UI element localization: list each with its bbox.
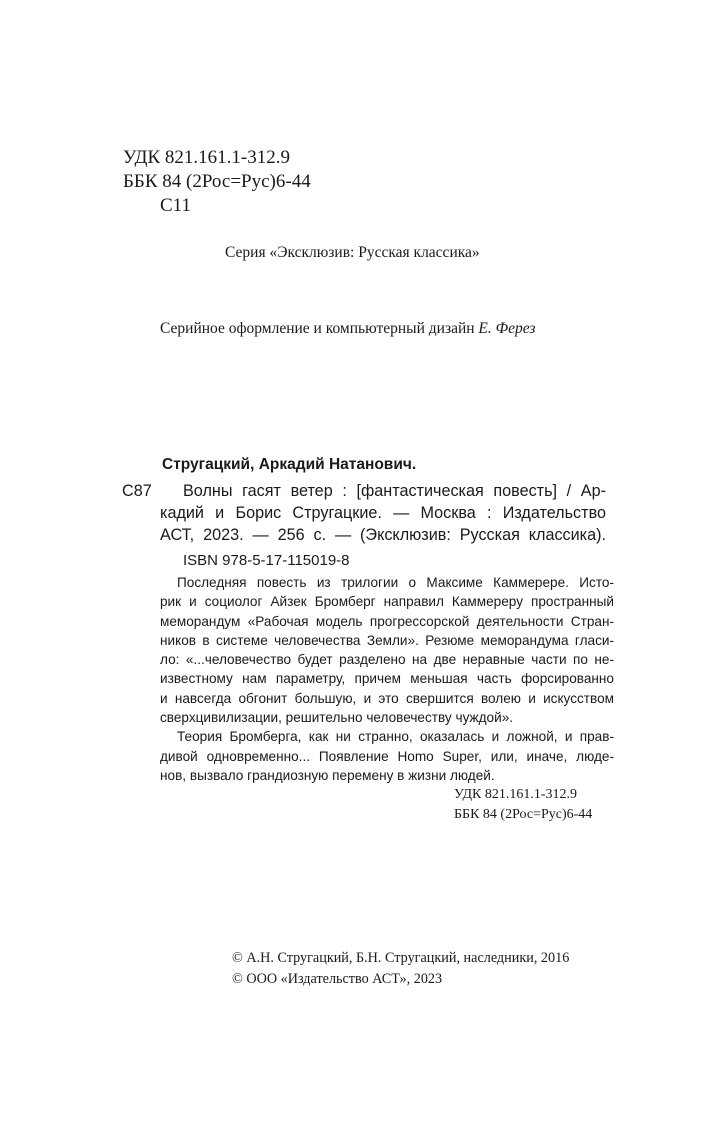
annotation-line: меморандум «Рабочая модель прогрессорской деятельности Стран- bbox=[160, 613, 614, 629]
udk-code: УДК 821.161.1-312.9 bbox=[123, 147, 290, 168]
design-credit-text: Серийное оформление и компьютерный дизайн bbox=[160, 320, 479, 337]
annotation-line: рик и социолог Айзек Бромберг направил Каммереру пространный bbox=[160, 594, 614, 610]
annotation-line: ло: «...человечество будет разделено на две неравные части по не- bbox=[160, 652, 614, 668]
entry-line: АСТ, 2023. — 256 с. — (Эксклюзив: Русская классика). bbox=[160, 526, 606, 544]
designer-name: Е. Ферез bbox=[478, 320, 536, 337]
annotation-line: Теория Бромберга, как ни странно, оказалась и ложной, и прав- bbox=[177, 729, 614, 745]
isbn: ISBN 978-5-17-115019-8 bbox=[183, 552, 350, 569]
annotation-line: нов, вызвало грандиозную перемену в жизни людей. bbox=[160, 767, 495, 783]
annotation-line: дивой одновременно... Появление Homo Super, или, иначе, люде- bbox=[160, 748, 614, 764]
annotation-line: Последняя повесть из трилогии о Максиме Каммерере. Исто- bbox=[177, 575, 614, 590]
annotation-line: и навсегда обгонит большую, и это свершится волею и искусством bbox=[160, 690, 614, 706]
entry-line: Волны гасят ветер : [фантастическая повесть] / Ар- bbox=[183, 482, 606, 500]
annotation-line: сверхцивилизации, решительно человечеству чуждой». bbox=[160, 710, 514, 726]
entry-author: Стругацкий, Аркадий Натанович. bbox=[162, 456, 417, 473]
entry-mark: С87 bbox=[122, 482, 152, 500]
bottom-bbk-code: ББК 84 (2Рос=Рус)6-44 bbox=[454, 807, 593, 822]
series-line: Серия «Эксклюзив: Русская классика» bbox=[225, 244, 480, 261]
design-credit bbox=[160, 320, 535, 338]
bottom-udk-code: УДК 821.161.1-312.9 bbox=[454, 787, 578, 802]
entry-description bbox=[160, 480, 606, 546]
copyright-publisher: © ООО «Издательство АСТ», 2023 bbox=[232, 971, 443, 987]
entry-line: кадий и Борис Стругацкие. — Москва : Издательство bbox=[160, 504, 606, 522]
annotation bbox=[160, 573, 614, 785]
copyright-authors: © А.Н. Стругацкий, Б.Н. Стругацкий, наследники, 2016 bbox=[232, 950, 570, 966]
annotation-line: ников в системе человечества Земли». Резюме меморандума гласи- bbox=[160, 632, 614, 648]
annotation-line: известному нам параметру, причем меньшая часть форсированно bbox=[160, 671, 614, 687]
bbk-code: ББК 84 (2Рос=Рус)6-44 bbox=[123, 171, 311, 192]
author-mark: С11 bbox=[160, 195, 191, 216]
